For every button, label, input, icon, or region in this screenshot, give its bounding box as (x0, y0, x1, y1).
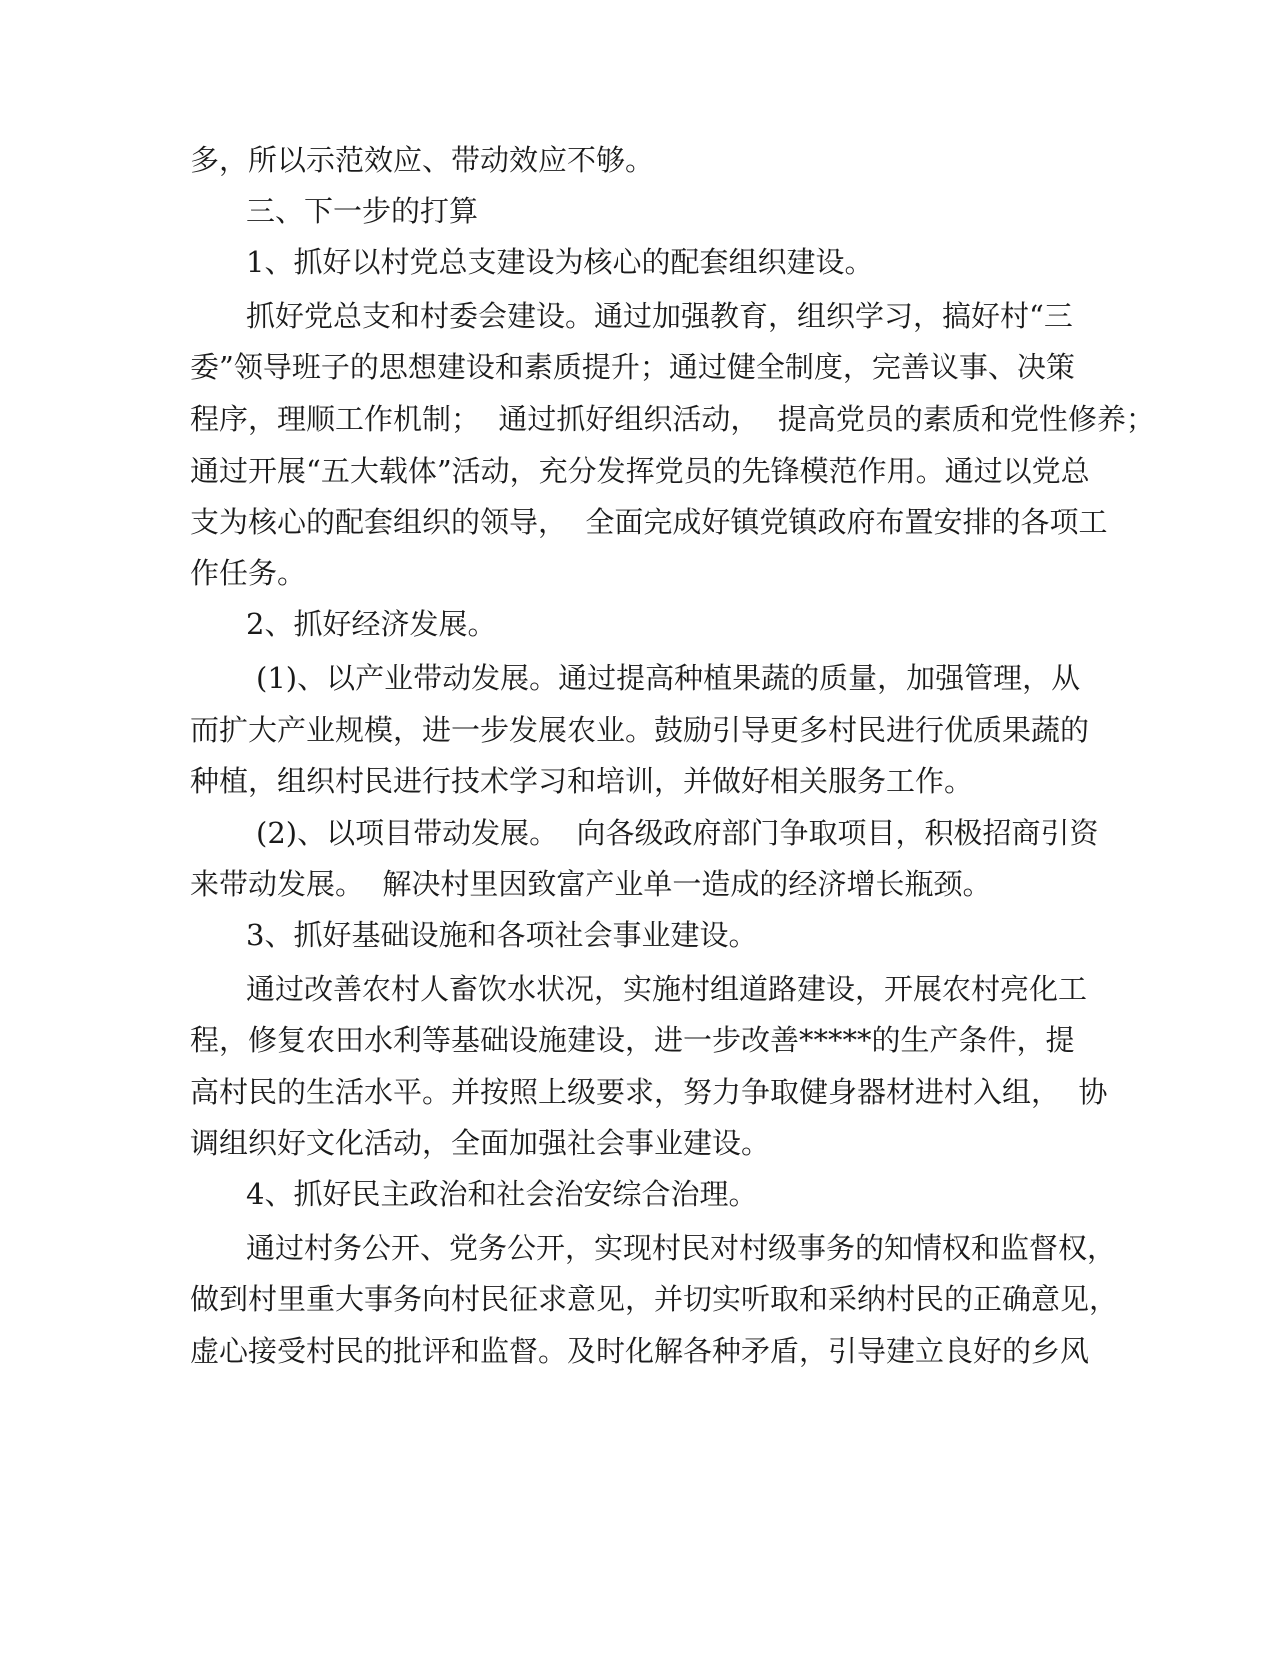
text-line: 支为核心的配套组织的领导， 全面完成好镇党镇政府布置安排的各项工 (190, 505, 1108, 539)
text-line: 通过改善农村人畜饮水状况，实施村组道路建设，开展农村亮化工 (246, 972, 1088, 1006)
text-line: 抓好党总支和村委会建设。通过加强教育，组织学习，搞好村“三 (246, 299, 1073, 333)
text-line: 虚心接受村民的批评和监督。及时化解各种矛盾，引导建立良好的乡风 (190, 1334, 1090, 1368)
text-line: 来带动发展。 解决村里因致富产业单一造成的经济增长瓶颈。 (190, 867, 992, 901)
text-line: 委”领导班子的思想建设和素质提升；通过健全制度，完善议事、决策 (190, 350, 1075, 384)
text-line: 程序，理顺工作机制； 通过抓好组织活动， 提高党员的素质和党性修养； (190, 402, 1155, 436)
text-line: 而扩大产业规模，进一步发展农业。鼓励引导更多村民进行优质果蔬的 (190, 713, 1090, 747)
text-line: 高村民的生活水平。并按照上级要求，努力争取健身器材进村入组， 协 (190, 1075, 1108, 1109)
subheading: 2、抓好经济发展。 (246, 607, 497, 641)
text-line: 做到村里重大事务向村民征求意见，并切实听取和采纳村民的正确意见， (190, 1282, 1119, 1316)
subheading: 3、抓好基础设施和各项社会事业建设。 (246, 918, 758, 952)
text-line: (1)、以产业带动发展。通过提高种植果蔬的质量，加强管理，从 (256, 661, 1081, 695)
text-line: 种植，组织村民进行技术学习和培训，并做好相关服务工作。 (190, 764, 974, 798)
section-heading: 三、下一步的打算 (246, 194, 479, 228)
text-line: 程，修复农田水利等基础设施建设，进一步改善*****的生产条件，提 (190, 1023, 1075, 1057)
text-line: 通过开展“五大载体”活动，充分发挥党员的先锋模范作用。通过以党总 (190, 454, 1090, 488)
text-line: 作任务。 (190, 556, 307, 590)
text-line: 通过村务公开、党务公开，实现村民对村级事务的知情权和监督权， (246, 1231, 1117, 1265)
text-line: (2)、以项目带动发展。 向各级政府部门争取项目，积极招商引资 (256, 816, 1099, 850)
text-line: 多，所以示范效应、带动效应不够。 (190, 143, 655, 177)
text-line: 调组织好文化活动，全面加强社会事业建设。 (190, 1126, 771, 1160)
subheading: 1、抓好以村党总支建设为核心的配套组织建设。 (246, 245, 874, 279)
subheading: 4、抓好民主政治和社会治安综合治理。 (246, 1177, 758, 1211)
